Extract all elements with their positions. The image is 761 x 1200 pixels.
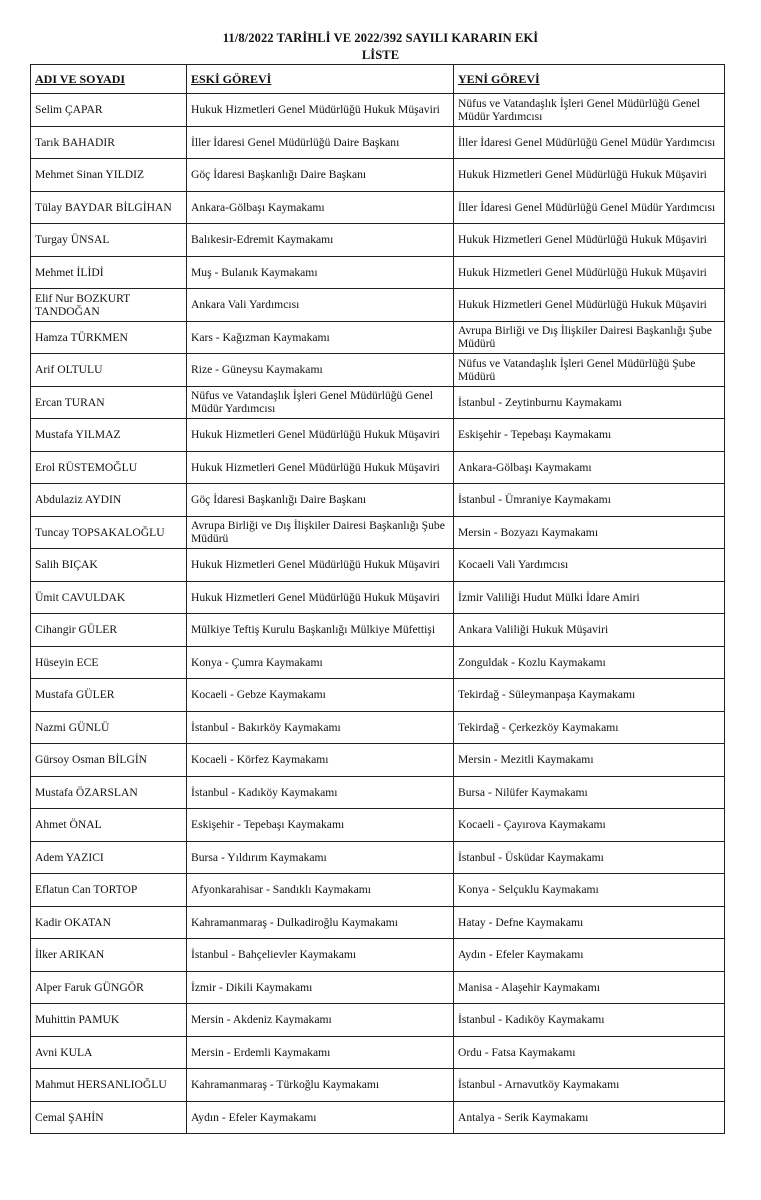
cell-old-position: Afyonkarahisar - Sandıklı Kaymakamı [187, 874, 454, 907]
cell-old-position: İller İdaresi Genel Müdürlüğü Daire Başkanı [187, 126, 454, 159]
document-subtitle: LİSTE [361, 48, 400, 62]
cell-old-position: Nüfus ve Vatandaşlık İşleri Genel Müdürlüğü Genel Müdür Yardımcısı [187, 386, 454, 419]
cell-old-position: Muş - Bulanık Kaymakamı [187, 256, 454, 289]
table-row [31, 614, 725, 647]
cell-new-position: İzmir Valiliği Hudut Mülki İdare Amiri [454, 581, 725, 614]
cell-new-position: Zonguldak - Kozlu Kaymakamı [454, 646, 725, 679]
cell-name: Mahmut HERSANLIOĞLU [31, 1069, 187, 1102]
cell-new-position: Eskişehir - Tepebaşı Kaymakamı [454, 419, 725, 452]
table-row [31, 646, 725, 679]
table-row [31, 809, 725, 842]
cell-new-position: Tekirdağ - Çerkezköy Kaymakamı [454, 711, 725, 744]
cell-new-position: Mersin - Bozyazı Kaymakamı [454, 516, 725, 549]
cell-name: Mustafa GÜLER [31, 679, 187, 712]
cell-name: Turgay ÜNSAL [31, 224, 187, 257]
table-row [31, 191, 725, 224]
cell-new-position: Tekirdağ - Süleymanpaşa Kaymakamı [454, 679, 725, 712]
column-header-name: ADI VE SOYADI [31, 65, 187, 94]
cell-new-position: İstanbul - Arnavutköy Kaymakamı [454, 1069, 725, 1102]
cell-old-position: İstanbul - Bakırköy Kaymakamı [187, 711, 454, 744]
table-header-row [31, 65, 725, 94]
cell-new-position: İstanbul - Kadıköy Kaymakamı [454, 1004, 725, 1037]
table-row [31, 874, 725, 907]
cell-new-position: Hukuk Hizmetleri Genel Müdürlüğü Hukuk Müşaviri [454, 159, 725, 192]
cell-new-position: Hukuk Hizmetleri Genel Müdürlüğü Hukuk Müşaviri [454, 289, 725, 322]
table-row [31, 971, 725, 1004]
table-row [31, 776, 725, 809]
table-row [31, 1069, 725, 1102]
cell-old-position: Kars - Kağızman Kaymakamı [187, 321, 454, 354]
cell-old-position: Hukuk Hizmetleri Genel Müdürlüğü Hukuk Müşaviri [187, 419, 454, 452]
cell-new-position: Aydın - Efeler Kaymakamı [454, 939, 725, 972]
cell-name: Tarık BAHADIR [31, 126, 187, 159]
cell-old-position: Ankara Vali Yardımcısı [187, 289, 454, 322]
table-row [31, 386, 725, 419]
cell-old-position: Ankara-Gölbaşı Kaymakamı [187, 191, 454, 224]
table-row [31, 126, 725, 159]
cell-old-position: Hukuk Hizmetleri Genel Müdürlüğü Hukuk Müşaviri [187, 581, 454, 614]
cell-new-position: İller İdaresi Genel Müdürlüğü Genel Müdür Yardımcısı [454, 191, 725, 224]
cell-new-position: İstanbul - Üsküdar Kaymakamı [454, 841, 725, 874]
cell-name: İlker ARIKAN [31, 939, 187, 972]
table-row [31, 744, 725, 777]
table-row [31, 224, 725, 257]
cell-old-position: Eskişehir - Tepebaşı Kaymakamı [187, 809, 454, 842]
cell-old-position: Bursa - Yıldırım Kaymakamı [187, 841, 454, 874]
cell-old-position: Mersin - Erdemli Kaymakamı [187, 1036, 454, 1069]
table-row [31, 256, 725, 289]
cell-old-position: Balıkesir-Edremit Kaymakamı [187, 224, 454, 257]
cell-new-position: Hukuk Hizmetleri Genel Müdürlüğü Hukuk Müşaviri [454, 256, 725, 289]
table-row [31, 711, 725, 744]
cell-name: Kadir OKATAN [31, 906, 187, 939]
cell-new-position: Hatay - Defne Kaymakamı [454, 906, 725, 939]
cell-new-position: Ankara-Gölbaşı Kaymakamı [454, 451, 725, 484]
cell-name: Tülay BAYDAR BİLGİHAN [31, 191, 187, 224]
cell-new-position: Ankara Valiliği Hukuk Müşaviri [454, 614, 725, 647]
cell-name: Arif OLTULU [31, 354, 187, 387]
cell-name: Adem YAZICI [31, 841, 187, 874]
cell-old-position: Kocaeli - Gebze Kaymakamı [187, 679, 454, 712]
table-row [31, 484, 725, 517]
table-row [31, 939, 725, 972]
cell-new-position: Ordu - Fatsa Kaymakamı [454, 1036, 725, 1069]
table-row [31, 516, 725, 549]
table-row [31, 679, 725, 712]
cell-name: Eflatun Can TORTOP [31, 874, 187, 907]
cell-name: Alper Faruk GÜNGÖR [31, 971, 187, 1004]
cell-name: Tuncay TOPSAKALOĞLU [31, 516, 187, 549]
cell-new-position: İstanbul - Ümraniye Kaymakamı [454, 484, 725, 517]
cell-old-position: Kocaeli - Körfez Kaymakamı [187, 744, 454, 777]
table-row [31, 1101, 725, 1134]
document-title: 11/8/2022 TARİHLİ VE 2022/392 SAYILI KARARIN EKİ [222, 31, 539, 45]
cell-name: Salih BIÇAK [31, 549, 187, 582]
cell-new-position: Avrupa Birliği ve Dış İlişkiler Dairesi Başkanlığı Şube Müdürü [454, 321, 725, 354]
cell-old-position: Mersin - Akdeniz Kaymakamı [187, 1004, 454, 1037]
cell-name: Hamza TÜRKMEN [31, 321, 187, 354]
cell-name: Nazmi GÜNLÜ [31, 711, 187, 744]
table-row [31, 581, 725, 614]
cell-new-position: Manisa - Alaşehir Kaymakamı [454, 971, 725, 1004]
cell-name: Ahmet ÖNAL [31, 809, 187, 842]
cell-old-position: Konya - Çumra Kaymakamı [187, 646, 454, 679]
cell-old-position: Kahramanmaraş - Türkoğlu Kaymakamı [187, 1069, 454, 1102]
cell-name: Muhittin PAMUK [31, 1004, 187, 1037]
cell-old-position: İstanbul - Bahçelievler Kaymakamı [187, 939, 454, 972]
cell-old-position: İzmir - Dikili Kaymakamı [187, 971, 454, 1004]
cell-old-position: Hukuk Hizmetleri Genel Müdürlüğü Hukuk Müşaviri [187, 451, 454, 484]
cell-name: Abdulaziz AYDIN [31, 484, 187, 517]
table-row [31, 419, 725, 452]
cell-name: Ümit CAVULDAK [31, 581, 187, 614]
cell-new-position: Konya - Selçuklu Kaymakamı [454, 874, 725, 907]
cell-old-position: Avrupa Birliği ve Dış İlişkiler Dairesi Başkanlığı Şube Müdürü [187, 516, 454, 549]
table-row [31, 451, 725, 484]
appointments-table [30, 64, 725, 1134]
table-row [31, 354, 725, 387]
cell-old-position: Aydın - Efeler Kaymakamı [187, 1101, 454, 1134]
table-row [31, 1004, 725, 1037]
table-row [31, 841, 725, 874]
column-header-old-position: ESKİ GÖREVİ [187, 65, 454, 94]
cell-new-position: Hukuk Hizmetleri Genel Müdürlüğü Hukuk Müşaviri [454, 224, 725, 257]
cell-name: Gürsoy Osman BİLGİN [31, 744, 187, 777]
table-row [31, 906, 725, 939]
cell-name: Cemal ŞAHİN [31, 1101, 187, 1134]
cell-new-position: İller İdaresi Genel Müdürlüğü Genel Müdür Yardımcısı [454, 126, 725, 159]
table-row [31, 289, 725, 322]
cell-name: Hüseyin ECE [31, 646, 187, 679]
table-row [31, 94, 725, 127]
table-row [31, 159, 725, 192]
table-row [31, 321, 725, 354]
table-row [31, 1036, 725, 1069]
cell-old-position: Göç İdaresi Başkanlığı Daire Başkanı [187, 159, 454, 192]
column-header-new-position: YENİ GÖREVİ [454, 65, 725, 94]
cell-name: Mustafa ÖZARSLAN [31, 776, 187, 809]
cell-name: Mehmet Sinan YILDIZ [31, 159, 187, 192]
cell-name: Cihangir GÜLER [31, 614, 187, 647]
cell-name: Mustafa YILMAZ [31, 419, 187, 452]
cell-old-position: Kahramanmaraş - Dulkadiroğlu Kaymakamı [187, 906, 454, 939]
cell-new-position: Nüfus ve Vatandaşlık İşleri Genel Müdürlüğü Şube Müdürü [454, 354, 725, 387]
cell-old-position: İstanbul - Kadıköy Kaymakamı [187, 776, 454, 809]
table-body [31, 94, 725, 1134]
cell-name: Ercan TURAN [31, 386, 187, 419]
cell-name: Erol RÜSTEMOĞLU [31, 451, 187, 484]
cell-name: Selim ÇAPAR [31, 94, 187, 127]
cell-name: Avni KULA [31, 1036, 187, 1069]
cell-old-position: Göç İdaresi Başkanlığı Daire Başkanı [187, 484, 454, 517]
cell-new-position: Bursa - Nilüfer Kaymakamı [454, 776, 725, 809]
cell-new-position: Mersin - Mezitli Kaymakamı [454, 744, 725, 777]
cell-new-position: Kocaeli Vali Yardımcısı [454, 549, 725, 582]
cell-old-position: Hukuk Hizmetleri Genel Müdürlüğü Hukuk Müşaviri [187, 94, 454, 127]
cell-new-position: Nüfus ve Vatandaşlık İşleri Genel Müdürlüğü Genel Müdür Yardımcısı [454, 94, 725, 127]
cell-new-position: İstanbul - Zeytinburnu Kaymakamı [454, 386, 725, 419]
cell-new-position: Antalya - Serik Kaymakamı [454, 1101, 725, 1134]
cell-old-position: Mülkiye Teftiş Kurulu Başkanlığı Mülkiye Müfettişi [187, 614, 454, 647]
cell-name: Elif Nur BOZKURT TANDOĞAN [31, 289, 187, 322]
cell-old-position: Hukuk Hizmetleri Genel Müdürlüğü Hukuk Müşaviri [187, 549, 454, 582]
table-row [31, 549, 725, 582]
cell-name: Mehmet İLİDİ [31, 256, 187, 289]
cell-old-position: Rize - Güneysu Kaymakamı [187, 354, 454, 387]
cell-new-position: Kocaeli - Çayırova Kaymakamı [454, 809, 725, 842]
